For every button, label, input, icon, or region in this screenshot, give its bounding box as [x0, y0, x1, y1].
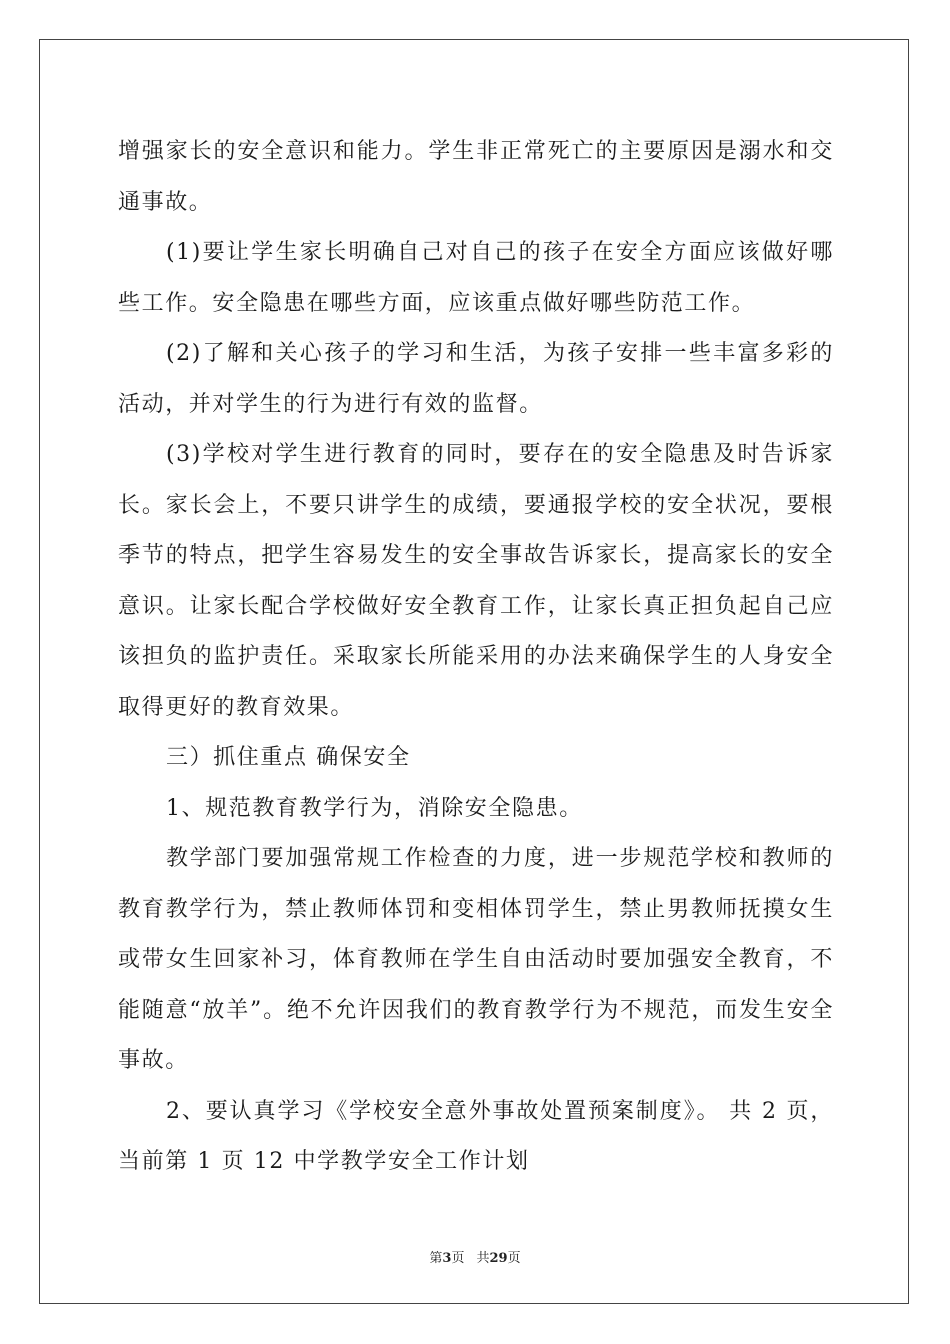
document-body: [118, 127, 834, 1188]
paragraph-2: (1)要让学生家长明确自己对自己的孩子在安全方面应该做好哪些工作。安全隐患在哪些方面，应该重点做好哪些防范工作。: [118, 240, 834, 316]
section-heading: 三）抓住重点 确保安全: [166, 745, 411, 770]
paragraph-4: (3)学校对学生进行教育的同时，要存在的安全隐患及时告诉家长。家长会上，不要只讲学生的成绩，要通报学校的安全状况，要根季节的特点，把学生容易发生的安全事故告诉家长，提高家长的安全意识。让家长配合学校做好安全教育工作，让家长真正担负起自己应该担负的监护责任。采取家长所能采用的办法来确保学生的人身安全取得更好的教育效果。: [118, 442, 834, 720]
footer-page-prefix: 第: [429, 1251, 443, 1266]
paragraph-6: 2、要认真学习《学校安全意外事故处置预案制度》。 共 2 页，当前第 1 页 12 中学教学安全工作计划: [118, 1098, 834, 1174]
paragraph-3: (2)了解和关心孩子的学习和生活，为孩子安排一些丰富多彩的活动，并对学生的行为进行有效的监督。: [118, 341, 834, 417]
footer-total-pages: 29: [489, 1251, 508, 1266]
subheading-1: 1、规范教育教学行为，消除安全隐患。: [166, 795, 583, 821]
page-footer: [0, 1247, 950, 1266]
footer-total-suffix: 页: [507, 1251, 521, 1266]
footer-current-page: 3: [442, 1251, 452, 1266]
footer-page-suffix: 页: [451, 1251, 465, 1266]
footer-total-prefix: 共: [476, 1251, 490, 1266]
paragraph-5: 教学部门要加强常规工作检查的力度，进一步规范学校和教师的教育教学行为，禁止教师体罚和变相体罚学生，禁止男教师抚摸女生或带女生回家补习，体育教师在学生自由活动时要加强安全教育，不能随意“放羊”。绝不允许因我们的教育教学行为不规范，而发生安全事故。: [118, 846, 834, 1073]
paragraph-1: 增强家长的安全意识和能力。学生非正常死亡的主要原因是溺水和交通事故。: [118, 139, 834, 215]
